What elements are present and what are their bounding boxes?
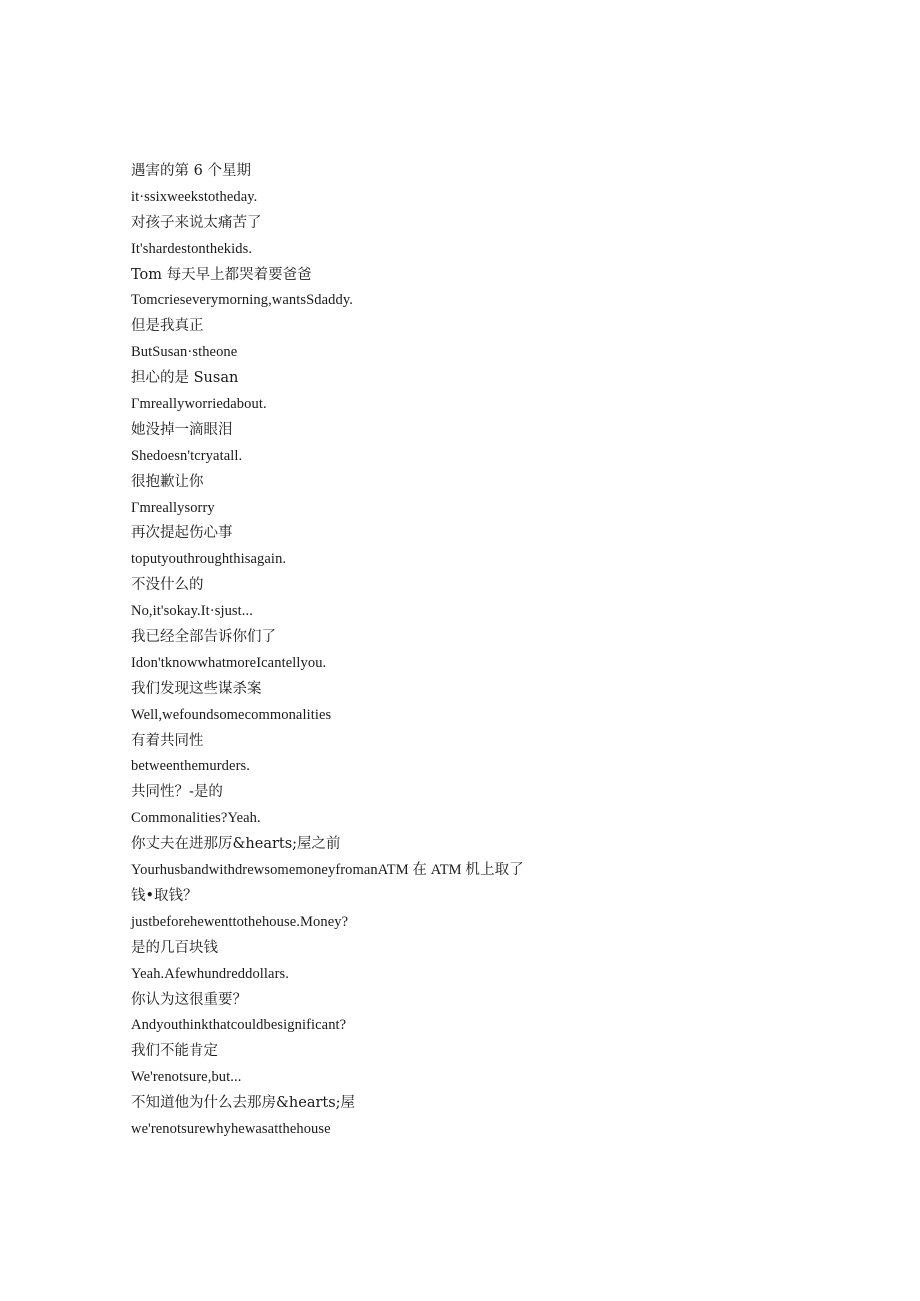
chinese-line: 是的几百块钱 (131, 939, 218, 956)
english-line: toputyouthroughthisagain. (131, 551, 287, 568)
english-line: Γmreallysorry (131, 499, 215, 516)
chinese-line: 再次提起伤心事 (131, 525, 233, 542)
english-line: Γmreallyworriedabout. (131, 396, 267, 413)
chinese-line: 我们发现这些谋杀案 (131, 680, 262, 697)
english-line: YourhusbandwithdrewsomemoneyfromanATM 在 ATM 机上取了 (131, 862, 524, 879)
english-line: Shedoesn'tcryatall. (131, 447, 243, 464)
transcript (131, 159, 831, 1143)
chinese-line: 很抱歉让你 (131, 473, 204, 490)
english-line: ButSusan·stheone (131, 344, 238, 361)
chinese-line: 有着共同性 (131, 732, 204, 749)
chinese-line: 不没什么的 (131, 577, 204, 594)
english-line: Yeah.Afewhundreddollars. (131, 965, 289, 982)
english-line: it·ssixweekstotheday. (131, 188, 258, 205)
chinese-line: 担心的是 Susan (131, 370, 239, 387)
english-line: No,it'sokay.It·sjust... (131, 603, 253, 620)
chinese-line: 你丈夫在进那厉&hearts;屋之前 (131, 836, 341, 853)
chinese-line: 她没掉一滴眼泪 (131, 421, 233, 438)
english-line: Well,wefoundsomecommonalities (131, 706, 332, 723)
chinese-line: 你认为这很重要？ (131, 991, 247, 1008)
chinese-line: 共同性？-是的 (131, 784, 223, 801)
english-line: Tomcrieseverymorning,wantsSdaddy. (131, 292, 354, 309)
english-line: Commonalities?Yeah. (131, 810, 261, 827)
chinese-line: 我已经全部告诉你们了 (131, 629, 276, 646)
chinese-line: 对孩子来说太痛苦了 (131, 214, 262, 231)
chinese-line: Tom 每天早上都哭着要爸爸 (131, 266, 312, 283)
chinese-line: 不知道他为什么去那房&hearts;屋 (131, 1095, 356, 1112)
english-line: Idon'tknowwhatmoreIcantellyou. (131, 654, 327, 671)
chinese-line: 但是我真正 (131, 318, 204, 335)
english-line: Andyouthinkthatcouldbesignificant? (131, 1017, 347, 1034)
english-line: We'renotsure,but... (131, 1069, 242, 1086)
english-line: betweenthemurders. (131, 758, 250, 775)
english-line: justbeforehewenttothehouse.Money? (131, 913, 349, 930)
chinese-line: 钱•取钱？ (131, 887, 198, 904)
chinese-line: 遇害的第 6 个星期 (131, 163, 251, 179)
english-line: we'renotsurewhyhewasatthehouse (131, 1120, 331, 1137)
chinese-line: 我们不能肯定 (131, 1043, 218, 1060)
english-line: It'shardestonthekids. (131, 240, 253, 257)
